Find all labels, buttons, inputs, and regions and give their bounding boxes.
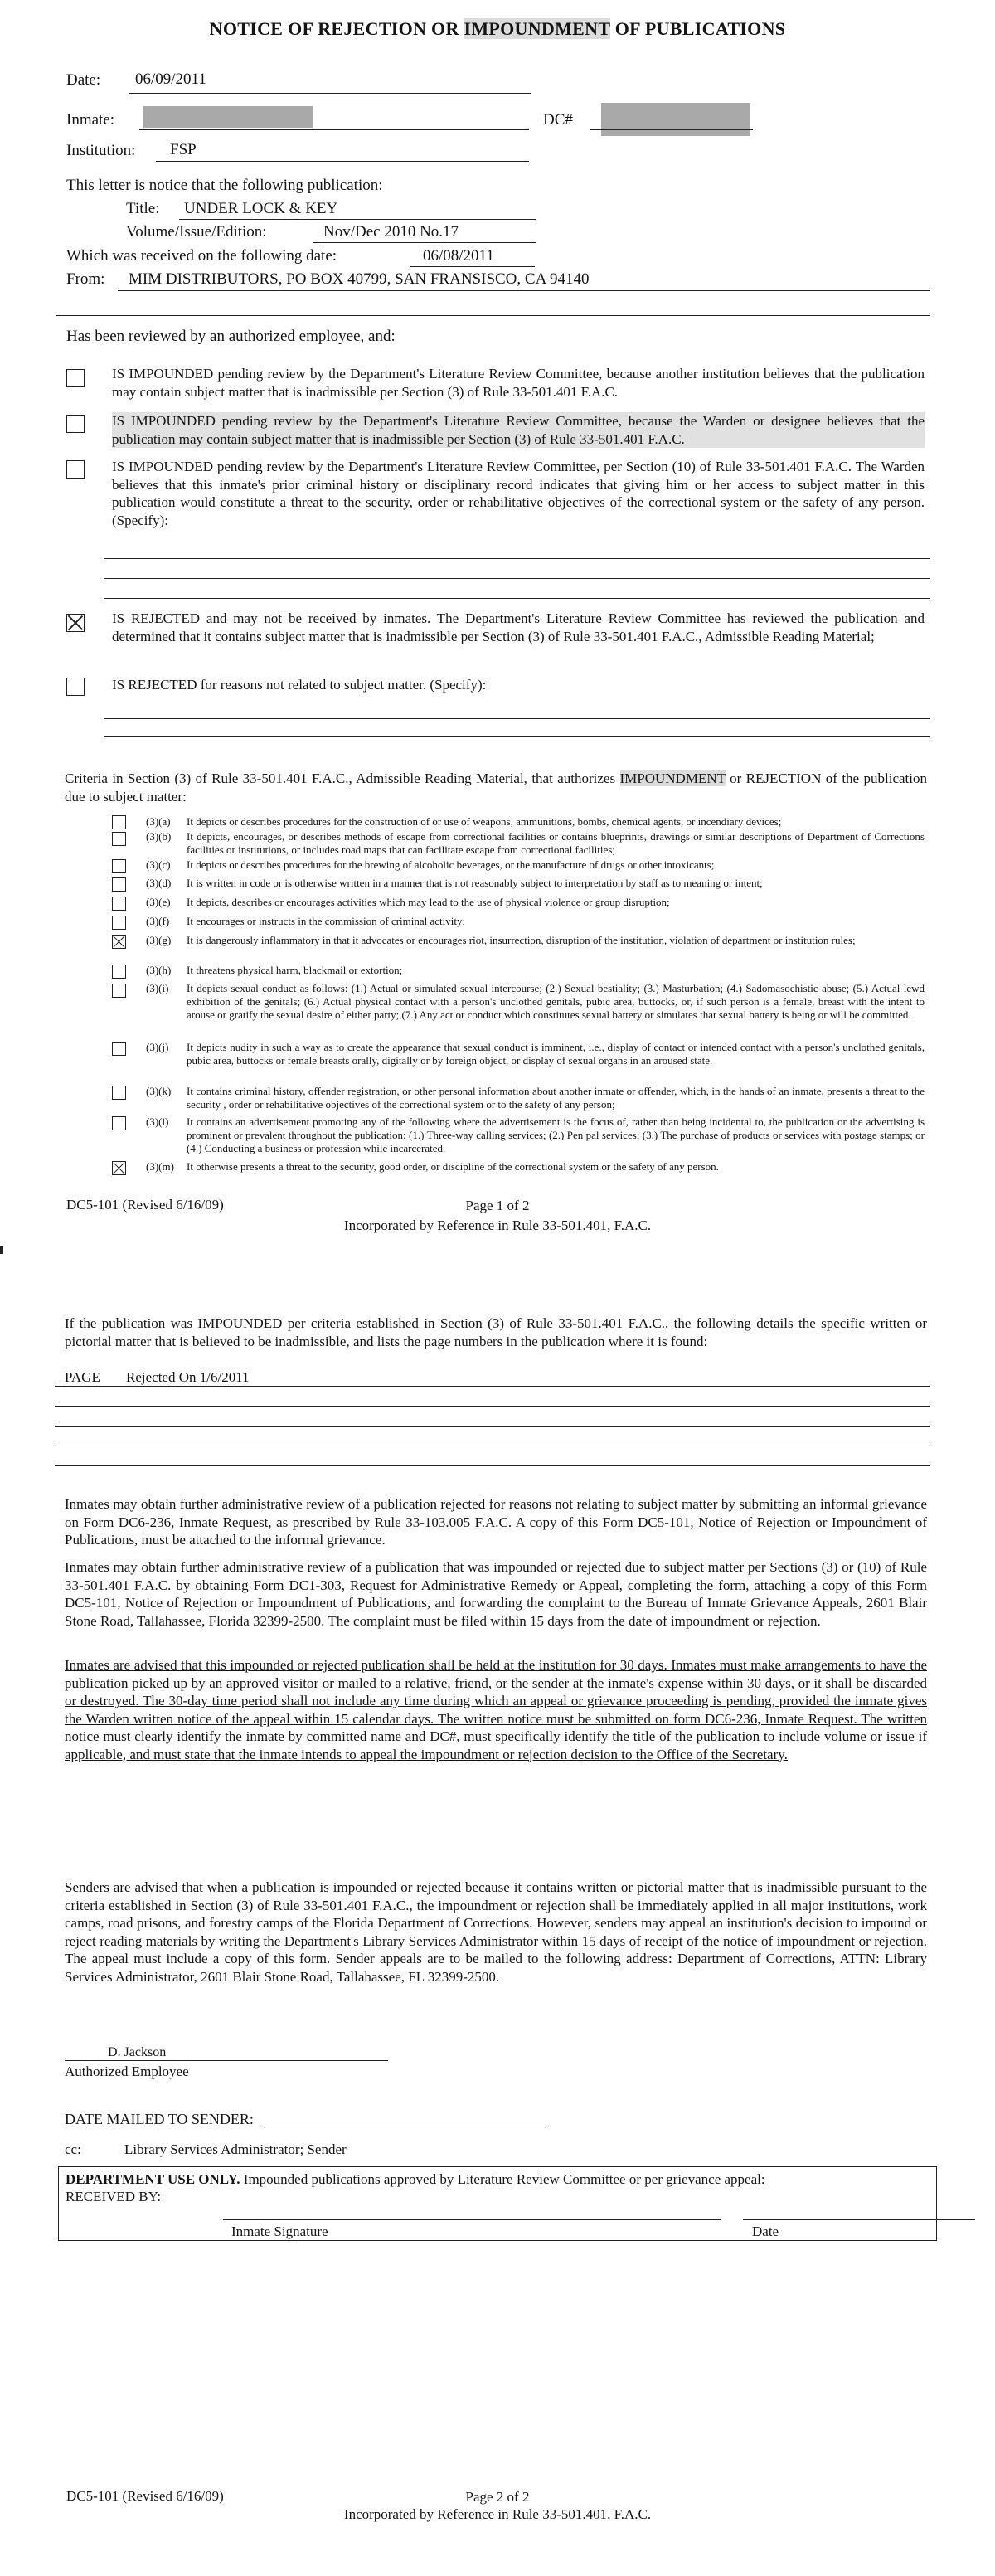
option-2-checkbox[interactable] <box>66 415 85 433</box>
criterion-3j-checkbox[interactable] <box>112 1042 126 1056</box>
details-line-2 <box>55 1406 930 1407</box>
dc-label: DC# <box>543 111 573 129</box>
criterion-3m-checkbox[interactable] <box>112 1161 126 1175</box>
criterion-3b-text: It depicts, encourages, or describes methods of escape from correctional facilities or contains blueprints, drawings or similar descriptions of Department of Corrections facilities or institutions, or includes road maps that can facilitate escape from correctional facilities; <box>187 830 925 856</box>
from-second-line <box>56 315 930 316</box>
received-by-label: RECEIVED BY: <box>66 2189 162 2204</box>
criterion-3g-code: (3)(g) <box>146 934 172 946</box>
margin-mark <box>0 1246 3 1254</box>
footer-1-page: Page 1 of 2 <box>465 1198 530 1213</box>
received-label: Which was received on the following date: <box>66 247 337 265</box>
details-line-5 <box>55 1465 930 1466</box>
option-5-text: IS REJECTED for reasons not related to subject matter. (Specify): <box>112 677 487 693</box>
from-value: MIM DISTRIBUTORS, PO BOX 40799, SAN FRANSISCO, CA 94140 <box>129 270 590 288</box>
option-3-text: IS IMPOUNDED pending review by the Department's Literature Review Committee, per Section (10) of Rule 33-501.401 F.A.C. The Warden believes that this inmate's prior criminal history or disciplinary record indicates that giving him or her access to subject matter in this publication would constitute a threat to the security, order or rehabilitative objectives of the correctional system or the safety of any person. (Specify): <box>112 459 925 528</box>
pub-title-underline <box>179 219 536 220</box>
criterion-3i-text: It depicts sexual conduct as follows: (1.) Actual or simulated sexual intercourse; (2.) Sexual bestiality; (3.) Masturbation; (4.) Sadomasochistic abuse; (5.) Actual lewd exhibition of the genitals; (6.) Actual physical contact with a person's unclothed genitals, pubic area, buttocks, or, if such person is a female, breast with the intent to arouse or gratify the sexual desire of either party; (7.) Any act or conduct which constitutes sexual battery or simulates that sexual battery is being or will be committed. <box>187 982 925 1021</box>
pub-title-value: UNDER LOCK & KEY <box>184 200 338 217</box>
footer-1-form-number: DC5-101 (Revised 6/16/09) <box>66 1197 224 1213</box>
footer-2-form-number: DC5-101 (Revised 6/16/09) <box>66 2488 224 2504</box>
cc-value: Library Services Administrator; Sender <box>124 2141 347 2157</box>
option-2-text: IS IMPOUNDED pending review by the Department's Literature Review Committee, because the Warden or designee believes that the publication may contain subject matter that is inadmissible per Section (3) of Rule 33-501.401 F.A.C. <box>112 413 925 447</box>
footer-2-page: Page 2 of 2 <box>465 2489 530 2505</box>
institution-underline <box>156 161 529 162</box>
criterion-3k-text: It contains criminal history, offender registration, or other personal information about another inmate or offender, which, in the hands of an inmate, presents a threat to the security , order or rehabilitative objectives of the correctional system or to the safety of any person; <box>187 1085 925 1111</box>
criterion-3k-code: (3)(k) <box>146 1085 172 1097</box>
page-label: PAGE <box>65 1369 100 1385</box>
option-4-text: IS REJECTED and may not be received by inmates. The Department's Literature Review Committee has reviewed the publication and determined that it contains subject matter that is inadmissible per Section (3) of Rule 33-501.401 F.A.C., Admissible Reading Material; <box>112 610 925 644</box>
department-use-box <box>58 2166 937 2241</box>
criterion-3f-text: It encourages or instructs in the commission of criminal activity; <box>187 915 466 927</box>
date-signature-label: Date <box>752 2224 779 2239</box>
criterion-3a-text: It depicts or describes procedures for the construction of or use of weapons, ammunitions, bombs, chemical agents, or incendiary devices; <box>187 815 782 828</box>
criterion-3e-text: It depicts, describes or encourages activities which may lead to the use of physical violence or group disruption; <box>187 896 670 908</box>
criterion-3a-checkbox[interactable] <box>112 815 126 829</box>
footer-1-incorporated: Incorporated by Reference in Rule 33-501.401, F.A.C. <box>343 1218 652 1233</box>
received-underline <box>410 266 535 267</box>
criterion-3e-code: (3)(e) <box>146 896 171 908</box>
criteria-intro: Criteria in Section (3) of Rule 33-501.401 F.A.C., Admissible Reading Material, that authorizes IMPOUNDMENT or REJECTION of the publication due to subject matter: <box>65 770 927 804</box>
impounded-details-paragraph: If the publication was IMPOUNDED per criteria established in Section (3) of Rule 33-501.401 F.A.C., the following details the specific written or pictorial matter that is believed to be inadmissible, and lists the page numbers in the publication where it is found: <box>65 1315 927 1349</box>
page-value: Rejected On 1/6/2011 <box>126 1369 250 1385</box>
pub-title-label: Title: <box>126 200 160 217</box>
option-5-line-2 <box>104 736 930 737</box>
dc-number-redaction <box>601 103 750 136</box>
from-label: From: <box>66 270 105 288</box>
criterion-3f-code: (3)(f) <box>146 915 170 927</box>
volume-value: Nov/Dec 2010 No.17 <box>323 223 459 241</box>
criterion-3c-checkbox[interactable] <box>112 859 126 873</box>
option-3-line-1 <box>104 558 930 559</box>
intro-text: This letter is notice that the following publication: <box>66 177 383 194</box>
option-3-line-3 <box>104 598 930 599</box>
criterion-3d-text: It is written in code or is otherwise written in a manner that is not reasonably subject to interpretation by staff as to meaning or intent; <box>187 877 763 889</box>
page-2 <box>0 1294 995 2576</box>
inmate-name-redaction <box>143 106 313 128</box>
inmate-signature-line <box>223 2219 721 2220</box>
option-5-line-1 <box>104 718 930 719</box>
senders-paragraph: Senders are advised that when a publication is impounded or rejected because it contains written or pictorial matter that is inadmissible pursuant to the criteria established in Section (3) of Rule 33-501.401 F.A.C., the impoundment or rejection shall be immediately applied in all major institutions, work camps, road prisons, and forestry camps of the Florida Department of Corrections. However, senders may appeal an institution's decision to impound or reject reading materials by writing the Department's Library Services Administrator within 15 days of receipt of the notice of impoundment or rejection. The appeal must include a copy of this form. Sender appeals are to be mailed to the following address: Department of Corrections, ATTN: Library Services Administrator, 2601 Blair Stone Road, Tallahassee, FL 32399-2500. <box>65 1879 927 1985</box>
option-1-text: IS IMPOUNDED pending review by the Department's Literature Review Committee, because another institution believes that the publication may contain subject matter that is inadmissible per Section (3) of Rule 33-501.401 F.A.C. <box>112 366 925 400</box>
criterion-3h-checkbox[interactable] <box>112 965 126 979</box>
criterion-3c-text: It depicts or describes procedures for the brewing of alcoholic beverages, or the manufacture of drugs or other intoxicants; <box>187 858 715 871</box>
option-5-checkbox[interactable] <box>66 678 85 696</box>
option-3-checkbox[interactable] <box>66 460 85 479</box>
volume-underline <box>313 242 536 243</box>
received-value: 06/08/2011 <box>423 247 494 265</box>
date-mailed-label: DATE MAILED TO SENDER: <box>65 2111 254 2127</box>
signature-label: Authorized Employee <box>65 2063 189 2079</box>
criterion-3c-code: (3)(c) <box>146 858 171 871</box>
institution-value: FSP <box>170 141 197 158</box>
criterion-3g-checkbox[interactable] <box>112 935 126 949</box>
reviewed-line: Has been reviewed by an authorized employee, and: <box>66 328 396 345</box>
details-line-3 <box>55 1426 930 1427</box>
review-paragraph-1: Inmates may obtain further administrative review of a publication rejected for reasons not relating to subject matter by submitting an informal grievance on Form DC6-236, Inmate Request, as prescribed by Rule 33-103.005 F.A.C. A copy of this Form DC5-101, Notice of Rejection or Impoundment of Publications, must be attached to the informal grievance. <box>65 1496 927 1548</box>
title-highlight: IMPOUNDMENT <box>464 18 610 39</box>
option-3-line-2 <box>104 578 930 579</box>
option-1-checkbox[interactable] <box>66 369 85 387</box>
inmate-label: Inmate: <box>66 111 115 129</box>
criterion-3d-checkbox[interactable] <box>112 877 126 892</box>
criterion-3l-text: It contains an advertisement promoting any of the following where the advertisement is the focus of, rather than being incidental to, the publication or the advertising is prominent or prevalent throughout the publication: (1.) Three-way calling services; (2.) Pen pal services; (3.) The purchase of products or services with postage stamps; or (4.) Conducting a business or profession while incarcerated. <box>187 1115 925 1154</box>
signature-line <box>65 2060 388 2061</box>
date-label: Date: <box>66 71 101 89</box>
cc-label: cc: <box>65 2141 81 2157</box>
review-paragraph-2: Inmates may obtain further administrative review of a publication that was impounded or rejected due to subject matter per Sections (3) or (10) of Rule 33-501.401 F.A.C. by obtaining Form DC1-303, Request for Administrative Remedy or Appeal, completing the form, attaching a copy of this Form DC5-101, Notice of Rejection or Impoundment of Publications, and forwarding the complaint to the Bureau of Inmate Grievance Appeals, 2601 Blair Stone Road, Tallahassee, Florida 32399-2500. The complaint must be filed within 15 days from the date of impoundment or rejection. <box>65 1559 927 1629</box>
date-underline <box>129 93 531 94</box>
inmate-underline <box>139 129 529 130</box>
criterion-3k-checkbox[interactable] <box>112 1086 126 1100</box>
inmate-signature-label: Inmate Signature <box>231 2224 328 2239</box>
criterion-3l-code: (3)(l) <box>146 1115 169 1128</box>
volume-label: Volume/Issue/Edition: <box>126 223 267 241</box>
criterion-3e-checkbox[interactable] <box>112 897 126 911</box>
criterion-3m-code: (3)(m) <box>146 1160 174 1173</box>
criterion-3b-code: (3)(b) <box>146 830 172 843</box>
criterion-3j-code: (3)(j) <box>146 1041 169 1053</box>
institution-label: Institution: <box>66 142 136 159</box>
page-1 <box>0 0 995 1269</box>
footer-2-incorporated: Incorporated by Reference in Rule 33-501.401, F.A.C. <box>343 2506 652 2522</box>
criterion-3j-text: It depicts nudity in such a way as to create the appearance that sexual conduct is imminent, i.e., display of contact or intended contact with a person's unclothed genitals, pubic area, buttocks or female breasts orally, digitally or by foreign object, or display of sexual organs in an aroused state. <box>187 1041 925 1067</box>
date-signature-line <box>743 2219 975 2220</box>
criterion-3h-text: It threatens physical harm, blackmail or extortion; <box>187 964 403 976</box>
date-value: 06/09/2011 <box>135 70 206 88</box>
department-use-line: DEPARTMENT USE ONLY. Impounded publications approved by Literature Review Committee or per grievance appeal: <box>66 2171 765 2187</box>
dc-underline <box>590 129 753 130</box>
details-line-1 <box>55 1386 930 1387</box>
advised-paragraph: Inmates are advised that this impounded or rejected publication shall be held at the institution for 30 days. Inmates must make arrangements to have the publication picked up by an approved visitor or mailed to a relative, friend, or the sender at the inmate's expense within 30 days, or it shall be discarded or destroyed. The 30-day time period shall not include any time during which an appeal or grievance proceeding is pending, provided the inmate gives the Warden written notice of the appeal within 15 calendar days. The written notice must be submitted on form DC6-236, Inmate Request. The written notice must clearly identify the inmate by committed name and DC#, must specifically identify the title of the publication to include volume or issue if applicable, and must state that the inmate intends to appeal the impoundment or rejection decision to the Office of the Secretary. <box>65 1657 927 1762</box>
criterion-3b-checkbox[interactable] <box>112 832 126 846</box>
criterion-3a-code: (3)(a) <box>146 815 171 828</box>
from-underline <box>118 290 930 291</box>
document-title: NOTICE OF REJECTION OR IMPOUNDMENT OF PUBLICATIONS <box>209 18 786 39</box>
option-4-checkbox[interactable] <box>66 614 85 632</box>
signature-name: D. Jackson <box>108 2045 167 2059</box>
criterion-3g-text: It is dangerously inflammatory in that it advocates or encourages riot, insurrection, disruption of the institution, violation of department or institution rules; <box>187 934 856 946</box>
criterion-3h-code: (3)(h) <box>146 964 172 976</box>
criterion-3l-checkbox[interactable] <box>112 1116 126 1130</box>
criterion-3d-code: (3)(d) <box>146 877 172 889</box>
criterion-3i-checkbox[interactable] <box>112 984 126 998</box>
criterion-3f-checkbox[interactable] <box>112 916 126 930</box>
criterion-3m-text: It otherwise presents a threat to the security, good order, or discipline of the correctional system or the safety of any person. <box>187 1160 719 1173</box>
criterion-3i-code: (3)(i) <box>146 982 169 994</box>
